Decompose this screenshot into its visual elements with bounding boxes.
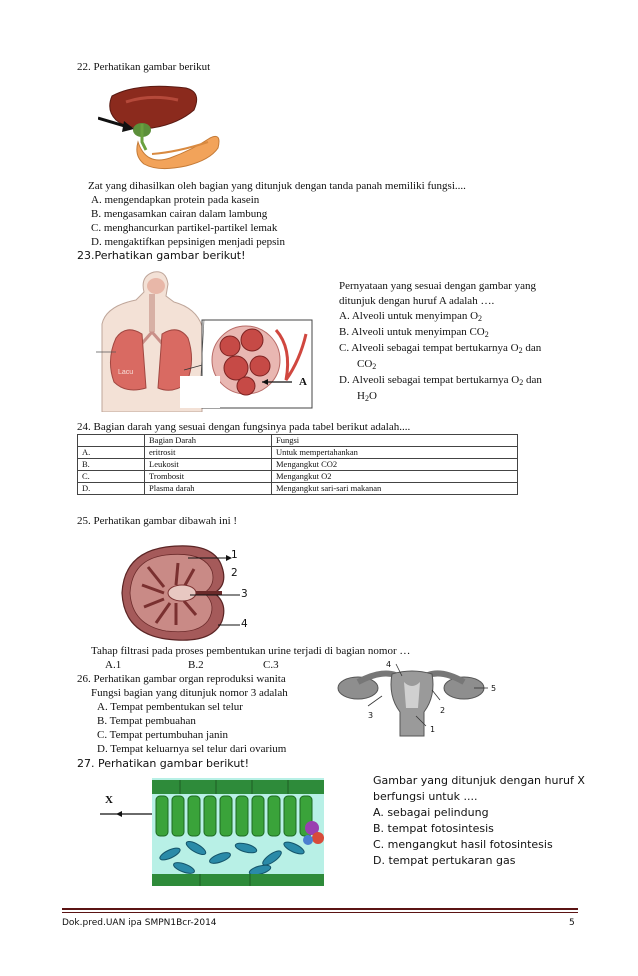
table-cell: Untuk mempertahankan	[272, 447, 518, 459]
q23-option-d: D. Alveoli sebagai tempat bertukarnya $O_2$ dan	[339, 374, 542, 387]
q26-question: Fungsi bagian yang ditunjuk nomor 3 adalah	[91, 687, 288, 699]
table-cell: Trombosit	[145, 471, 272, 483]
q22-option-a: A. mengendapkan protein pada kasein	[91, 194, 260, 206]
q23-question-line2: ditunjuk dengan huruf A adalah ….	[339, 295, 495, 307]
table-cell: C.	[78, 471, 145, 483]
table-header-row	[78, 435, 518, 447]
q25-title: 25. Perhatikan gambar dibawah ini !	[77, 515, 238, 527]
q27-option-c: C. mengangkut hasil fotosintesis	[373, 838, 553, 851]
kidney-label-3: 3	[241, 588, 248, 600]
table-cell: D.	[78, 483, 145, 495]
q23-title: 23.Perhatikan gambar berikut!	[77, 249, 246, 262]
q27-question-line1: Gambar yang ditunjuk dengan huruf X	[373, 774, 585, 787]
table-header-cell: Fungsi	[272, 435, 518, 447]
q27-option-d: D. tempat pertukaran gas	[373, 854, 516, 867]
label-a: A	[299, 376, 307, 388]
uterus-label-1: 1	[430, 725, 436, 734]
q23-option-c: C. Alveoli sebagai tempat bertukarnya $O_2$ dan	[339, 342, 542, 355]
uterus-label-3: 3	[368, 711, 374, 720]
lung-label: Lacu	[118, 369, 134, 376]
footer-rule-thin	[62, 912, 578, 913]
q22-option-b: B. mengasamkan cairan dalam lambung	[91, 208, 268, 220]
q23-option-c-line2: $CO_2$	[357, 358, 377, 371]
uterus-label-2: 2	[440, 706, 446, 715]
q22-title: 22. Perhatikan gambar berikut	[77, 61, 211, 73]
q25-question: Tahap filtrasi pada proses pembentukan urine terjadi di bagian nomor …	[91, 645, 411, 657]
q23-option-d-line2: $H_2O$	[357, 390, 377, 403]
q27-option-a: A. sebagai pelindung	[373, 806, 489, 819]
q22-option-d: D. mengaktifkan pepsinigen menjadi pepsin	[91, 236, 285, 248]
table-header-cell: Bagian Darah	[145, 435, 272, 447]
q27-option-b: B. tempat fotosintesis	[373, 822, 494, 835]
footer-text: Dok.pred.UAN ipa SMPN1Bcr-2014	[62, 918, 217, 928]
footer-rule	[62, 908, 578, 910]
q26-option-d: D. Tempat keluarnya sel telur dari ovarium	[97, 743, 287, 755]
table-row	[78, 471, 518, 483]
table-cell: Mengangkut CO2	[272, 459, 518, 471]
table-cell: Mengangkut O2	[272, 471, 518, 483]
q25-option-c: C.3	[263, 659, 279, 671]
table-cell: B.	[78, 459, 145, 471]
table-row	[78, 483, 518, 495]
kidney-label-2: 2	[231, 567, 238, 579]
table-header-cell	[78, 435, 145, 447]
table-cell: eritrosit	[145, 447, 272, 459]
q25-option-b: B.2	[188, 659, 204, 671]
kidney-label-4: 4	[241, 618, 248, 630]
uterus-label-5: 5	[491, 684, 497, 693]
q27-question-line2: berfungsi untuk ....	[373, 790, 478, 803]
q24-title: 24. Bagian darah yang sesuai dengan fungsinya pada tabel berikut adalah....	[77, 421, 411, 433]
table-row	[78, 447, 518, 459]
page-number: 5	[569, 918, 575, 928]
respiratory-figure	[96, 270, 316, 412]
q22-option-c: C. menghancurkan partikel-partikel lemak	[91, 222, 278, 234]
q23-option-b: B. Alveoli untuk menyimpan $CO_2$	[339, 326, 489, 339]
q26-option-a: A. Tempat pembentukan sel telur	[97, 701, 243, 713]
blood-table	[77, 434, 518, 495]
q27-title: 27. Perhatikan gambar berikut!	[77, 757, 250, 770]
table-cell: Plasma darah	[145, 483, 272, 495]
q26-option-b: B. Tempat pembuahan	[97, 715, 196, 727]
q22-question: Zat yang dihasilkan oleh bagian yang ditunjuk dengan tanda panah memiliki fungsi....	[88, 180, 466, 192]
leaf-cross-section-figure	[100, 778, 326, 888]
kidney-label-1: 1	[231, 549, 238, 561]
table-cell: Leukosit	[145, 459, 272, 471]
table-cell: Mengangkut sari-sari makanan	[272, 483, 518, 495]
uterus-figure	[328, 660, 508, 744]
table-cell: A.	[78, 447, 145, 459]
table-row	[78, 459, 518, 471]
q23-option-a: A. Alveoli untuk menyimpan $O_2$	[339, 310, 483, 323]
liver-pancreas-figure	[98, 80, 228, 172]
q26-option-c: C. Tempat pertumbuhan janin	[97, 729, 229, 741]
q26-title: 26. Perhatikan gambar organ reproduksi wanita	[77, 673, 286, 685]
uterus-label-4: 4	[386, 660, 392, 669]
label-x: X	[105, 794, 113, 806]
q23-question-line1: Pernyataan yang sesuai dengan gambar yang	[339, 280, 537, 292]
q25-option-a: A.1	[105, 659, 122, 671]
